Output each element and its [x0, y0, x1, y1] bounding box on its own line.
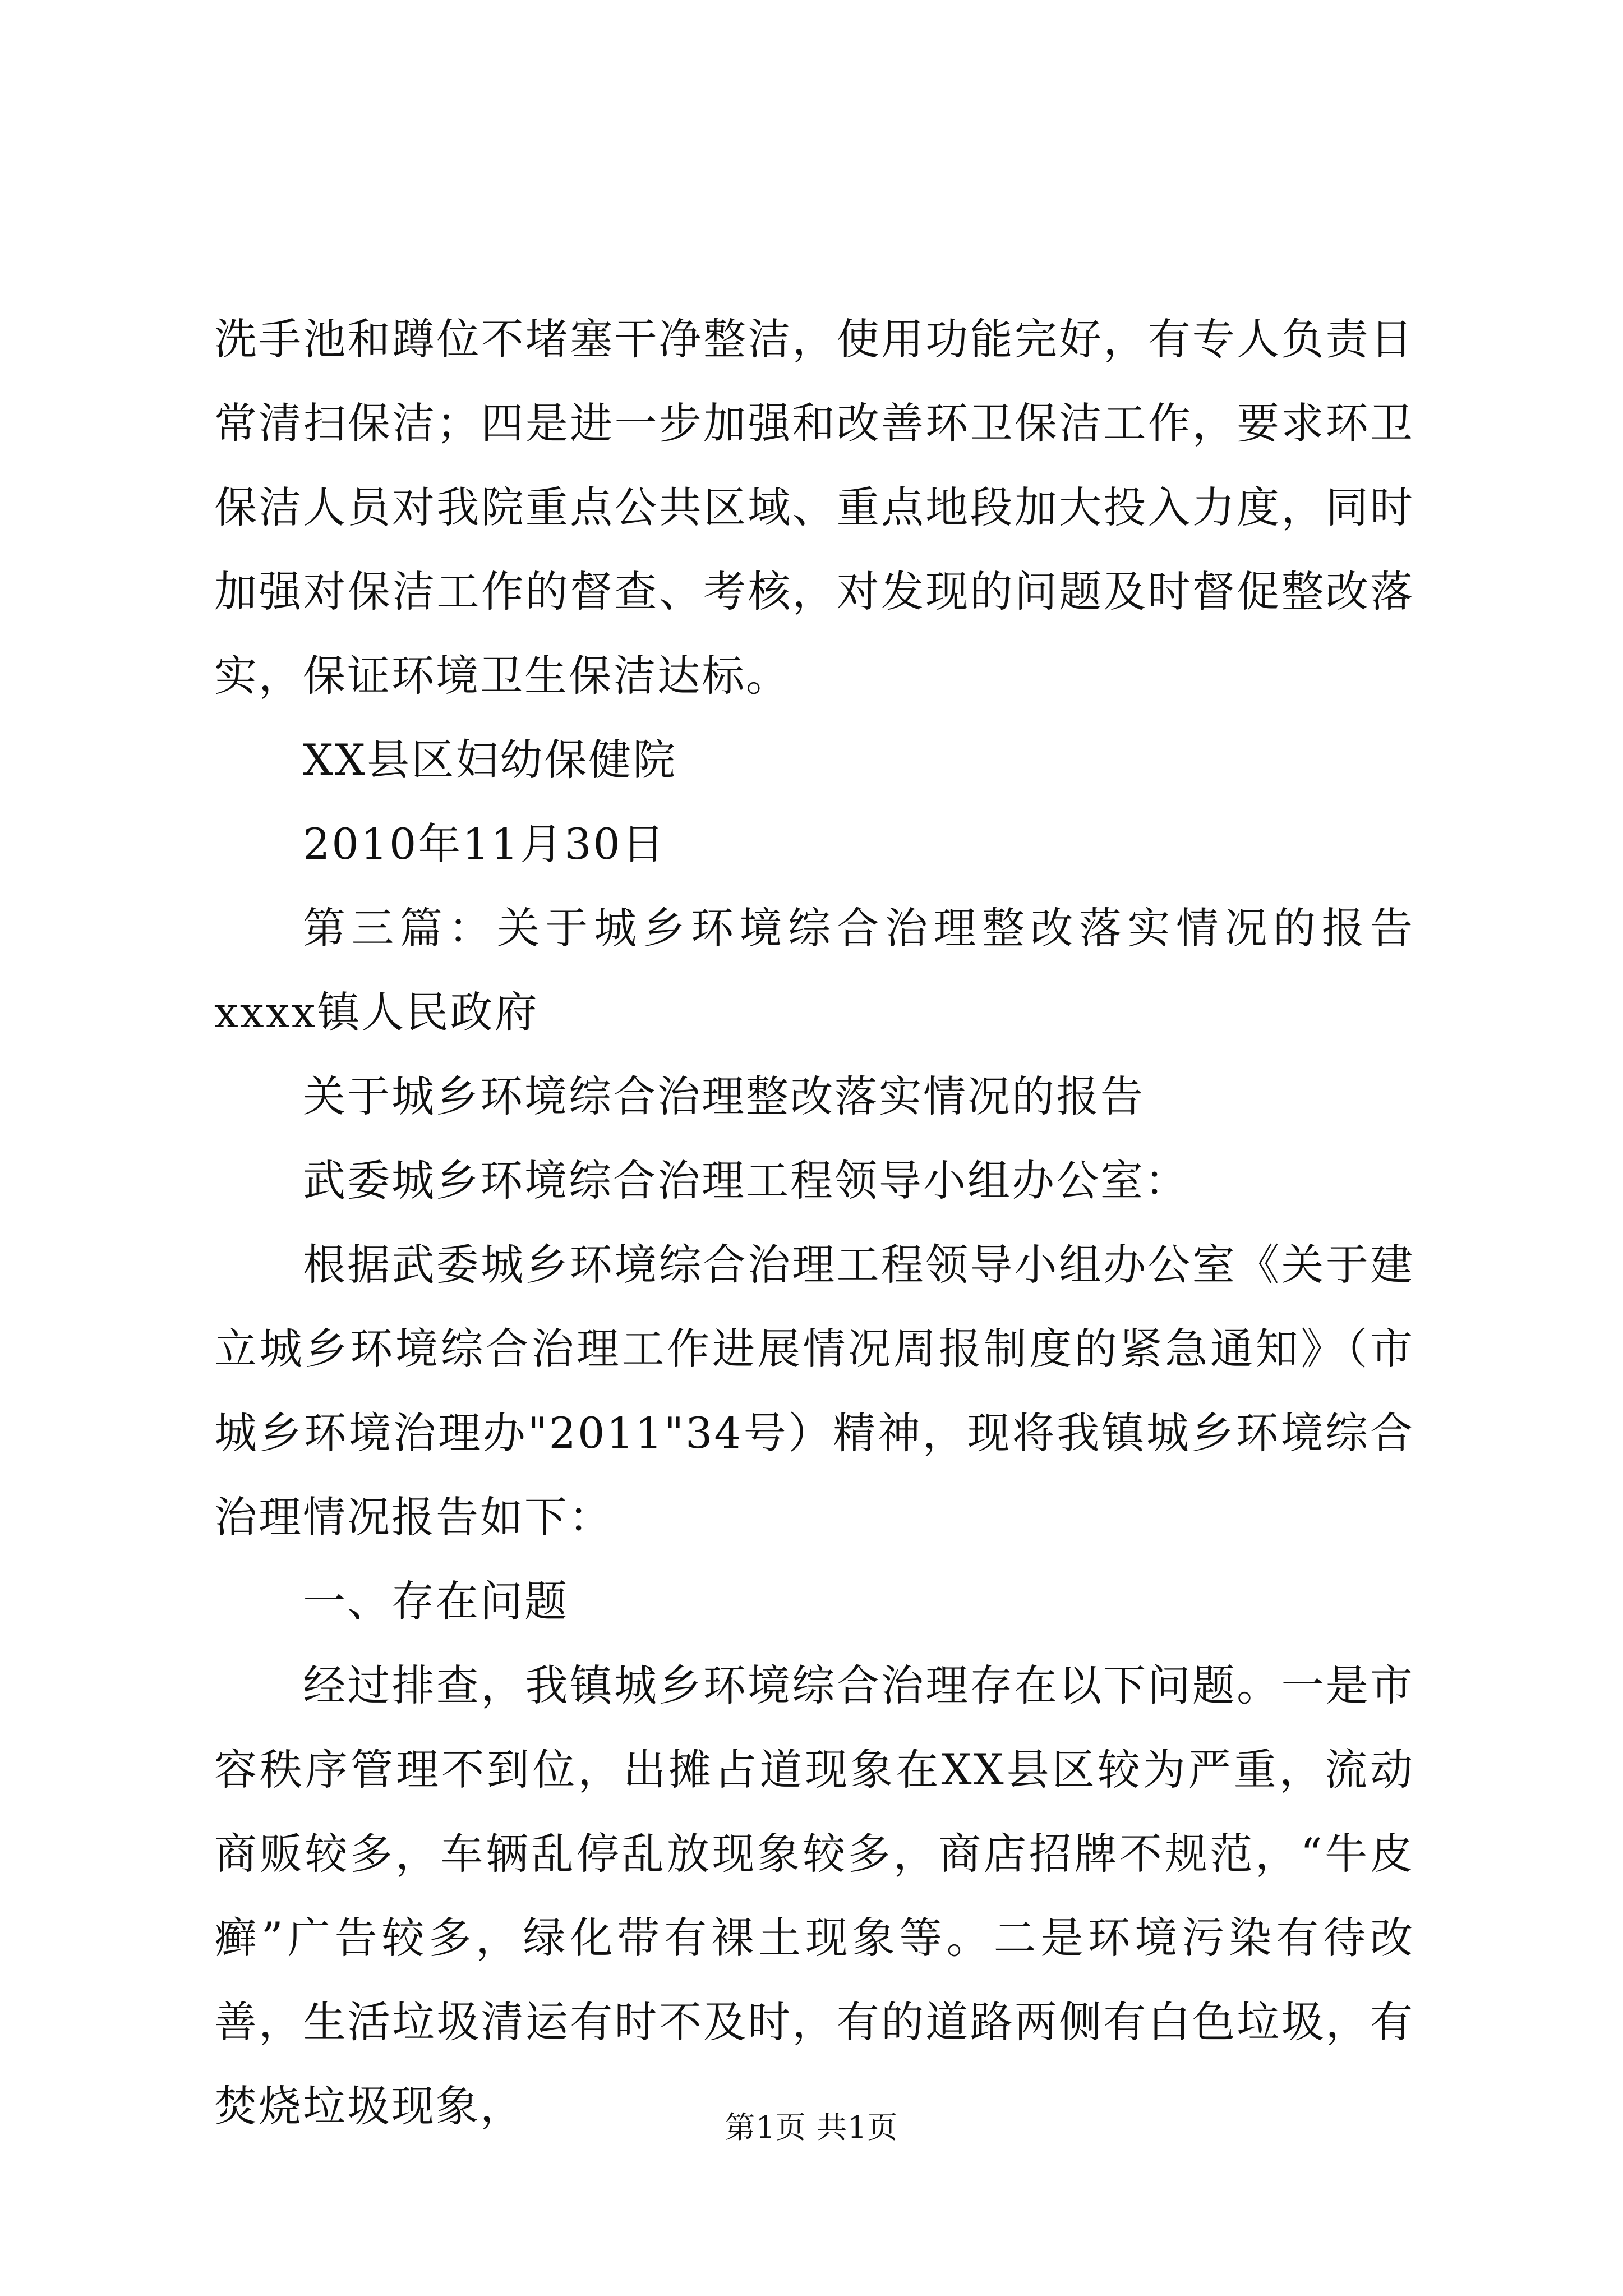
report-addressee: 武委城乡环境综合治理工程领导小组办公室： — [303, 1156, 1189, 1205]
paragraph-continuation: 洗手池和蹲位不堵塞干净整洁，使用功能完好，有专人负责日常清扫保洁；四是进一步加强和改善环卫保洁工作，要求环卫保洁人员对我院重点公共区域、重点地段加大投入力度，同时加强对保洁工作的督查、考核，对发现的问题及时督促整改落实，保证环境卫生保洁达标。 — [214, 314, 1414, 701]
section-heading: 第三篇：关于城乡环境综合治理整改落实情况的报告xxxx镇人民政府 — [214, 903, 1414, 1037]
document-body — [214, 297, 1414, 2148]
signature-date: 2010年11月30日 — [303, 819, 666, 869]
paragraph-problems: 经过排查，我镇城乡环境综合治理存在以下问题。一是市容秩序管理不到位，出摊占道现象在XX县区较为严重，流动商贩较多，车辆乱停乱放现象较多，商店招牌不规范，“牛皮癣”广告较多，绿化带有裸土现象等。二是环境污染有待改善，生活垃圾清运有时不及时，有的道路两侧有白色垃圾，有焚烧垃圾现象， — [214, 1660, 1414, 2131]
paragraph-basis: 根据武委城乡环境综合治理工程领导小组办公室《关于建立城乡环境综合治理工作进展情况周报制度的紧急通知》（市城乡环境治理办"2011"34号）精神，现将我镇城乡环境综合治理情况报告如下： — [214, 1240, 1414, 1542]
subheading-problems: 一、存在问题 — [303, 1576, 569, 1626]
report-title: 关于城乡环境综合治理整改落实情况的报告 — [303, 1071, 1145, 1121]
page-footer: 第1页 共1页 — [725, 2110, 898, 2145]
signature-organization: XX县区妇幼保健院 — [303, 735, 677, 785]
